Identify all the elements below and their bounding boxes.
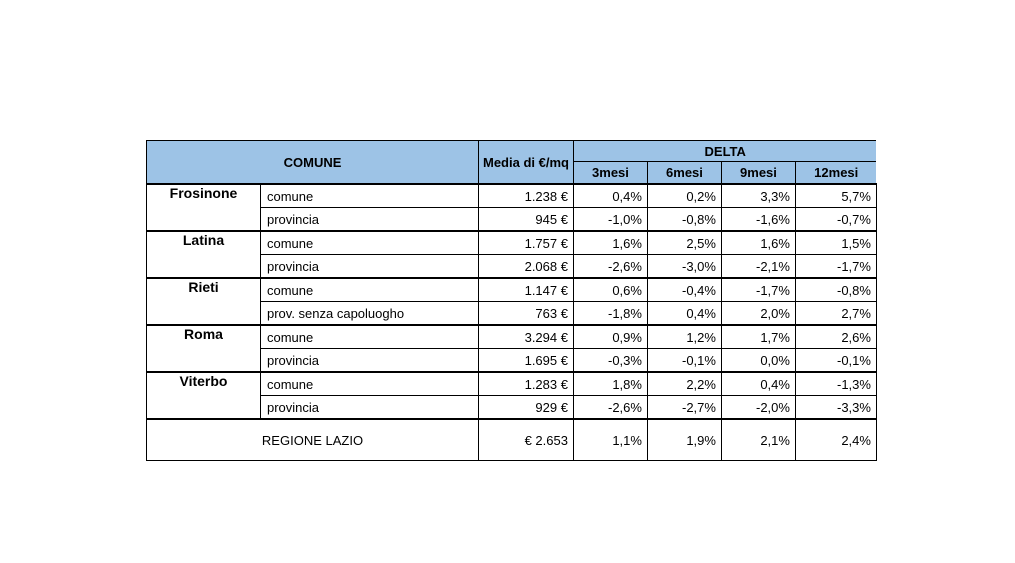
header-period-6: 6mesi: [647, 162, 721, 185]
delta-cell: -3,0%: [647, 255, 721, 279]
delta-cell: -0,4%: [647, 278, 721, 302]
delta-cell: 0,6%: [573, 278, 647, 302]
type-cell: comune: [261, 325, 479, 349]
delta-cell: -2,0%: [721, 396, 795, 420]
city-cell: Rieti: [147, 278, 261, 302]
delta-cell: -1,7%: [721, 278, 795, 302]
type-cell: prov. senza capoluogho: [261, 302, 479, 326]
delta-cell: 0,0%: [721, 349, 795, 373]
table-row: [147, 231, 877, 255]
media-cell: 3.294 €: [479, 325, 574, 349]
table-row: [147, 208, 877, 232]
header-period-9: 9mesi: [721, 162, 795, 185]
media-cell: 1.757 €: [479, 231, 574, 255]
table-row: [147, 325, 877, 349]
city-cell: [147, 208, 261, 232]
delta-cell: 5,7%: [795, 184, 876, 208]
header-period-12: 12mesi: [795, 162, 876, 185]
media-cell: 945 €: [479, 208, 574, 232]
delta-cell: 0,4%: [573, 184, 647, 208]
delta-cell: 2,0%: [721, 302, 795, 326]
delta-cell: -2,7%: [647, 396, 721, 420]
table-row: [147, 184, 877, 208]
delta-cell: -3,3%: [795, 396, 876, 420]
media-cell: 763 €: [479, 302, 574, 326]
delta-cell: -1,7%: [795, 255, 876, 279]
delta-cell: -0,8%: [647, 208, 721, 232]
delta-cell: 2,7%: [795, 302, 876, 326]
header-period-3: 3mesi: [573, 162, 647, 185]
delta-cell: 0,9%: [573, 325, 647, 349]
media-cell: 1.695 €: [479, 349, 574, 373]
table-row: [147, 396, 877, 420]
media-cell: 2.068 €: [479, 255, 574, 279]
type-cell: provincia: [261, 208, 479, 232]
table-row: [147, 372, 877, 396]
total-delta-cell: 2,1%: [721, 419, 795, 461]
city-cell: [147, 396, 261, 420]
media-cell: 929 €: [479, 396, 574, 420]
table-body: [147, 184, 877, 461]
total-label: REGIONE LAZIO: [147, 419, 479, 461]
media-cell: 1.147 €: [479, 278, 574, 302]
type-cell: comune: [261, 231, 479, 255]
total-delta-cell: 1,9%: [647, 419, 721, 461]
total-media-cell: € 2.653: [479, 419, 574, 461]
city-cell: [147, 302, 261, 326]
type-cell: comune: [261, 278, 479, 302]
city-cell: Roma: [147, 325, 261, 349]
city-cell: Latina: [147, 231, 261, 255]
delta-cell: 1,8%: [573, 372, 647, 396]
city-cell: Viterbo: [147, 372, 261, 396]
delta-cell: -2,1%: [721, 255, 795, 279]
delta-cell: 1,6%: [721, 231, 795, 255]
table-row: [147, 255, 877, 279]
type-cell: comune: [261, 372, 479, 396]
delta-cell: 1,7%: [721, 325, 795, 349]
media-cell: 1.283 €: [479, 372, 574, 396]
type-cell: provincia: [261, 349, 479, 373]
delta-cell: -0,8%: [795, 278, 876, 302]
table-row: [147, 278, 877, 302]
price-table: [146, 140, 877, 461]
table-row: [147, 349, 877, 373]
total-delta-cell: 1,1%: [573, 419, 647, 461]
delta-cell: -1,6%: [721, 208, 795, 232]
delta-cell: -0,3%: [573, 349, 647, 373]
header-media: Media di €/mq: [479, 141, 574, 185]
delta-cell: -1,8%: [573, 302, 647, 326]
city-cell: [147, 349, 261, 373]
total-delta-cell: 2,4%: [795, 419, 876, 461]
delta-cell: -2,6%: [573, 255, 647, 279]
delta-cell: 2,5%: [647, 231, 721, 255]
header-delta: DELTA: [573, 141, 876, 162]
delta-cell: -1,3%: [795, 372, 876, 396]
city-cell: Frosinone: [147, 184, 261, 208]
delta-cell: 0,4%: [647, 302, 721, 326]
delta-cell: 2,2%: [647, 372, 721, 396]
table-row: [147, 302, 877, 326]
city-cell: [147, 255, 261, 279]
delta-cell: 0,2%: [647, 184, 721, 208]
delta-cell: 3,3%: [721, 184, 795, 208]
delta-cell: 1,2%: [647, 325, 721, 349]
delta-cell: -0,1%: [647, 349, 721, 373]
delta-cell: 2,6%: [795, 325, 876, 349]
delta-cell: -1,0%: [573, 208, 647, 232]
delta-cell: -2,6%: [573, 396, 647, 420]
delta-cell: 1,6%: [573, 231, 647, 255]
header-comune: COMUNE: [147, 141, 479, 185]
delta-cell: -0,7%: [795, 208, 876, 232]
type-cell: comune: [261, 184, 479, 208]
delta-cell: -0,1%: [795, 349, 876, 373]
total-row: [147, 419, 877, 461]
type-cell: provincia: [261, 255, 479, 279]
delta-cell: 1,5%: [795, 231, 876, 255]
delta-cell: 0,4%: [721, 372, 795, 396]
type-cell: provincia: [261, 396, 479, 420]
media-cell: 1.238 €: [479, 184, 574, 208]
